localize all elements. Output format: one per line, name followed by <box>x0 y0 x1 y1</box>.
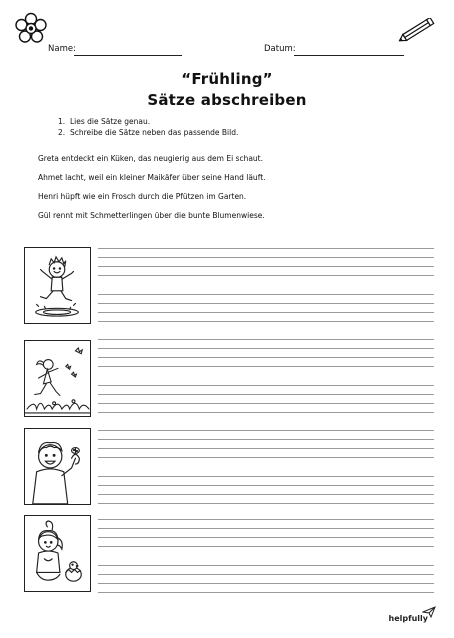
sentence: Gül rennt mit Schmetterlingen über die bunte Blumenwiese. <box>38 211 265 220</box>
instruction-list <box>58 116 238 138</box>
picture-box <box>24 515 91 592</box>
date-input-line[interactable] <box>294 55 404 56</box>
instruction-item <box>58 127 238 138</box>
sentence-list <box>38 154 266 230</box>
paper-plane-icon <box>422 606 436 618</box>
boy-ladybug-icon <box>25 429 90 504</box>
sentence: Ahmet lacht, weil ein kleiner Maikäfer über seine Hand läuft. <box>38 173 266 182</box>
picture-box <box>24 340 91 417</box>
worksheet-subtitle: Sätze abschreiben <box>147 91 307 109</box>
picture-box <box>24 428 91 505</box>
instruction-item <box>58 116 238 127</box>
brand-logo-text: helpfully <box>388 614 428 623</box>
date-label: Datum: <box>264 44 296 54</box>
flower-icon <box>14 12 48 46</box>
girl-running-butterflies-icon <box>25 341 90 416</box>
picture-box <box>24 247 91 324</box>
worksheet-title: “Frühling” <box>181 70 273 88</box>
girl-chick-egg-icon <box>25 516 90 591</box>
boy-jumping-puddle-icon <box>25 248 90 323</box>
instruction-number: 2. <box>58 128 66 137</box>
instruction-text: Lies die Sätze genau. <box>70 117 151 126</box>
instruction-number: 1. <box>58 117 66 126</box>
name-input-line[interactable] <box>74 55 182 56</box>
pencil-icon <box>395 18 437 44</box>
name-label: Name: <box>48 44 76 54</box>
sentence: Greta entdeckt ein Küken, das neugierig aus dem Ei schaut. <box>38 154 263 163</box>
instruction-text: Schreibe die Sätze neben das passende Bild. <box>70 128 239 137</box>
sentence: Henri hüpft wie ein Frosch durch die Pfützen im Garten. <box>38 192 247 201</box>
